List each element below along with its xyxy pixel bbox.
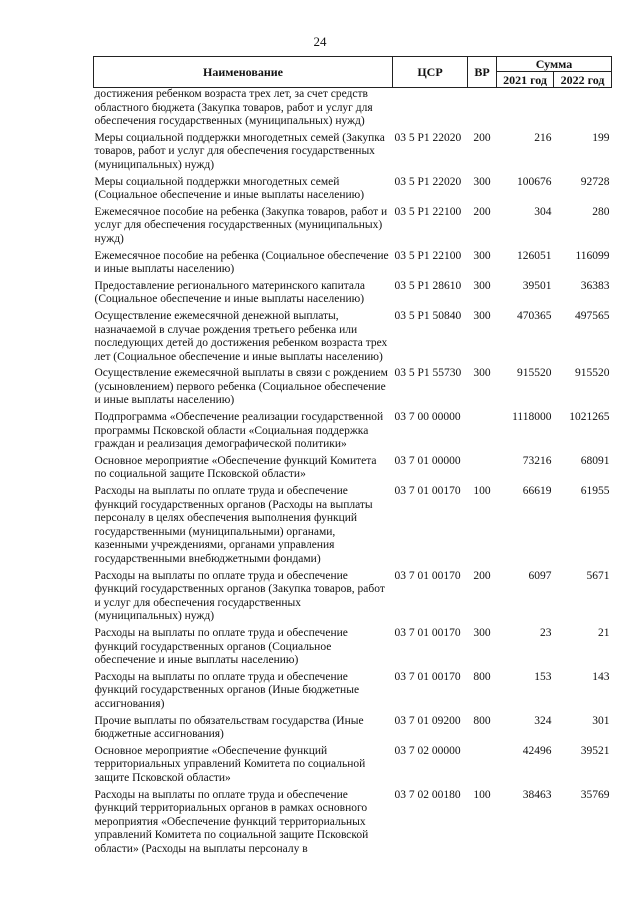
row-2021-value-cell: 23 — [540, 626, 552, 639]
row-2021-value-cell: 1118000 — [512, 411, 552, 424]
row-name-cell: Расходы на выплаты по оплате труда и обеспечение функций территориальных органов в рамках основного мероприятия «Обеспечение функций территориальных управлений Комитета по социальной защите Псковской области» (Расходы на выплаты персоналу в — [94, 788, 369, 855]
row-name-cell: достижения ребенком возраста трех лет, за счет средств областного бюджета (Закупка товаров, работ и услуг для обеспечения государственных (муниципальных) нужд) — [94, 88, 373, 128]
row-2022-value-cell: 116099 — [575, 249, 610, 262]
row-2022-value-cell: 280 — [592, 205, 610, 218]
row-name-cell: Осуществление ежемесячной денежной выплаты, назначаемой в случае рождения третьего ребенка или последующих детей до достижения ребенком возраста трех лет (Социальное обеспечение и иные выплаты населению) — [94, 309, 388, 363]
table-row — [94, 176, 612, 206]
table-row — [94, 715, 612, 745]
row-2022-value-cell — [554, 88, 612, 132]
row-name-cell: Расходы на выплаты по оплате труда и обеспечение функций государственных органов (Социальное обеспечение и иные выплаты населению) — [94, 626, 348, 667]
table-row — [94, 745, 612, 789]
row-name-cell: Предоставление регионального материнского капитала (Социальное обеспечение и иные выплаты населению) — [94, 279, 365, 306]
row-vr-cell: 300 — [473, 279, 491, 292]
table-row — [94, 88, 612, 132]
table-row — [94, 627, 612, 671]
table-row — [94, 310, 612, 367]
row-csr-cell: 03 7 01 00170 — [394, 569, 461, 582]
header-sum: Сумма — [497, 57, 612, 72]
table-row — [94, 367, 612, 411]
row-2021-value-cell: 42496 — [522, 744, 552, 757]
row-csr-cell: 03 5 P1 22100 — [394, 249, 462, 262]
table-row — [94, 280, 612, 310]
row-vr-cell: 300 — [473, 309, 491, 322]
row-csr-cell: 03 7 00 00000 — [394, 411, 461, 424]
row-name-cell: Ежемесячное пособие на ребенка (Закупка товаров, работ и услуг для обеспечения государственных (муниципальных) нужд) — [94, 205, 388, 245]
row-vr-cell: 200 — [473, 569, 491, 582]
row-2021-value-cell: 6097 — [528, 569, 552, 582]
table-row — [94, 789, 612, 860]
row-2022-value-cell: 35769 — [580, 788, 610, 801]
row-vr-cell: 200 — [473, 131, 491, 144]
row-name-cell: Меры социальной поддержки многодетных семей (Закупка товаров, работ и услуг для обеспечения государственных (муниципальных) нужд) — [94, 131, 385, 171]
table-row — [94, 570, 612, 627]
row-2021-value-cell: 216 — [534, 131, 552, 144]
row-vr-cell — [468, 745, 497, 789]
header-year-2022: 2022 год — [554, 72, 612, 88]
table-row — [94, 132, 612, 176]
header-year-2021: 2021 год — [497, 72, 554, 88]
row-2022-value-cell: 915520 — [575, 367, 610, 380]
row-2021-value-cell: 39501 — [522, 279, 552, 292]
row-2021-value-cell: 38463 — [522, 788, 552, 801]
row-2021-value-cell: 153 — [534, 670, 552, 683]
budget-table — [93, 56, 612, 859]
row-csr-cell: 03 5 P1 28610 — [394, 279, 462, 292]
row-2021-value-cell: 100676 — [517, 175, 552, 188]
row-csr-cell: 03 7 02 00180 — [394, 788, 461, 801]
row-csr-cell: 03 5 P1 22020 — [394, 131, 462, 144]
row-2022-value-cell: 92728 — [580, 175, 610, 188]
row-2021-value-cell: 915520 — [517, 367, 552, 380]
row-vr-cell: 800 — [473, 670, 491, 683]
row-csr-cell: 03 7 01 00170 — [394, 670, 461, 683]
row-vr-cell — [468, 455, 497, 485]
row-2022-value-cell: 61955 — [580, 485, 610, 498]
row-csr-cell: 03 7 01 00170 — [394, 485, 461, 498]
row-csr-cell — [393, 88, 468, 132]
row-csr-cell: 03 7 01 00000 — [394, 454, 461, 467]
row-2021-value-cell — [497, 88, 554, 132]
table-row — [94, 455, 612, 485]
row-vr-cell: 100 — [473, 788, 491, 801]
table-row — [94, 206, 612, 250]
row-2021-value-cell: 324 — [534, 714, 552, 727]
header-name: Наименование — [94, 57, 393, 88]
table-row — [94, 250, 612, 280]
row-2022-value-cell: 21 — [598, 626, 610, 639]
row-2021-value-cell: 470365 — [517, 309, 552, 322]
row-csr-cell: 03 5 P1 22020 — [394, 175, 462, 188]
row-name-cell: Подпрограмма «Обеспечение реализации государственной программы Псковской области «Социальная поддержка граждан и реализация демографической политики» — [94, 411, 384, 451]
row-csr-cell: 03 5 P1 50840 — [394, 309, 462, 322]
row-vr-cell: 100 — [473, 485, 491, 498]
row-name-cell: Осуществление ежемесячной выплаты в связи с рождением (усыновлением) первого ребенка (Социальное обеспечение и иные выплаты населению) — [94, 367, 388, 407]
row-2022-value-cell: 497565 — [575, 309, 610, 322]
row-name-cell: Расходы на выплаты по оплате труда и обеспечение функций государственных органов (Иные бюджетные ассигнования) — [94, 670, 360, 710]
row-csr-cell: 03 7 01 09200 — [394, 714, 461, 727]
row-2022-value-cell: 1021265 — [569, 411, 610, 424]
row-2021-value-cell: 126051 — [517, 249, 552, 262]
table-row — [94, 411, 612, 455]
row-name-cell: Меры социальной поддержки многодетных семей (Социальное обеспечение и иные выплаты населению) — [94, 175, 365, 202]
row-name-cell: Расходы на выплаты по оплате труда и обеспечение функций государственных органов (Расходы на выплаты персоналу в целях обеспечения выполнения функций государственными (муниципальными) органами, казенными учреждениями, органами управления государственными внебюджетными фондами) — [94, 485, 373, 565]
row-vr-cell: 300 — [473, 249, 491, 262]
row-vr-cell: 300 — [473, 367, 491, 380]
row-2022-value-cell: 39521 — [580, 744, 610, 757]
row-csr-cell: 03 5 P1 22100 — [394, 205, 462, 218]
row-2021-value-cell: 304 — [534, 205, 552, 218]
row-2022-value-cell: 68091 — [580, 454, 610, 467]
row-vr-cell — [468, 88, 497, 132]
row-csr-cell: 03 5 P1 55730 — [394, 367, 462, 380]
row-2022-value-cell: 301 — [592, 714, 610, 727]
table-row — [94, 485, 612, 570]
row-vr-cell — [468, 411, 497, 455]
row-name-cell: Расходы на выплаты по оплате труда и обеспечение функций государственных органов (Закупка товаров, работ и услуг для обеспечения государственных (муниципальных) нужд) — [94, 569, 385, 623]
row-2022-value-cell: 143 — [592, 670, 610, 683]
row-2021-value-cell: 73216 — [522, 454, 552, 467]
row-2022-value-cell: 5671 — [586, 569, 610, 582]
row-name-cell: Основное мероприятие «Обеспечение функций Комитета по социальной защите Псковской области» — [94, 454, 377, 481]
table-body — [94, 88, 612, 860]
table-header — [94, 57, 612, 88]
row-vr-cell: 300 — [473, 175, 491, 188]
table-row — [94, 671, 612, 715]
header-vr: ВР — [468, 57, 497, 88]
row-name-cell: Ежемесячное пособие на ребенка (Социальное обеспечение и иные выплаты населению) — [94, 249, 389, 276]
row-csr-cell: 03 7 01 00170 — [394, 626, 461, 639]
header-csr: ЦСР — [393, 57, 468, 88]
row-name-cell: Прочие выплаты по обязательствам государства (Иные бюджетные ассигнования) — [94, 714, 364, 741]
row-2022-value-cell: 36383 — [580, 279, 610, 292]
row-name-cell: Основное мероприятие «Обеспечение функций территориальных управлений Комитета по социальной защите Псковской области» — [94, 744, 366, 784]
page-number: 24 — [313, 34, 327, 49]
row-vr-cell: 200 — [473, 205, 491, 218]
row-vr-cell: 300 — [473, 626, 491, 639]
row-2021-value-cell: 66619 — [522, 485, 552, 498]
row-2022-value-cell: 199 — [592, 131, 610, 144]
row-csr-cell: 03 7 02 00000 — [394, 744, 461, 757]
row-vr-cell: 800 — [473, 714, 491, 727]
